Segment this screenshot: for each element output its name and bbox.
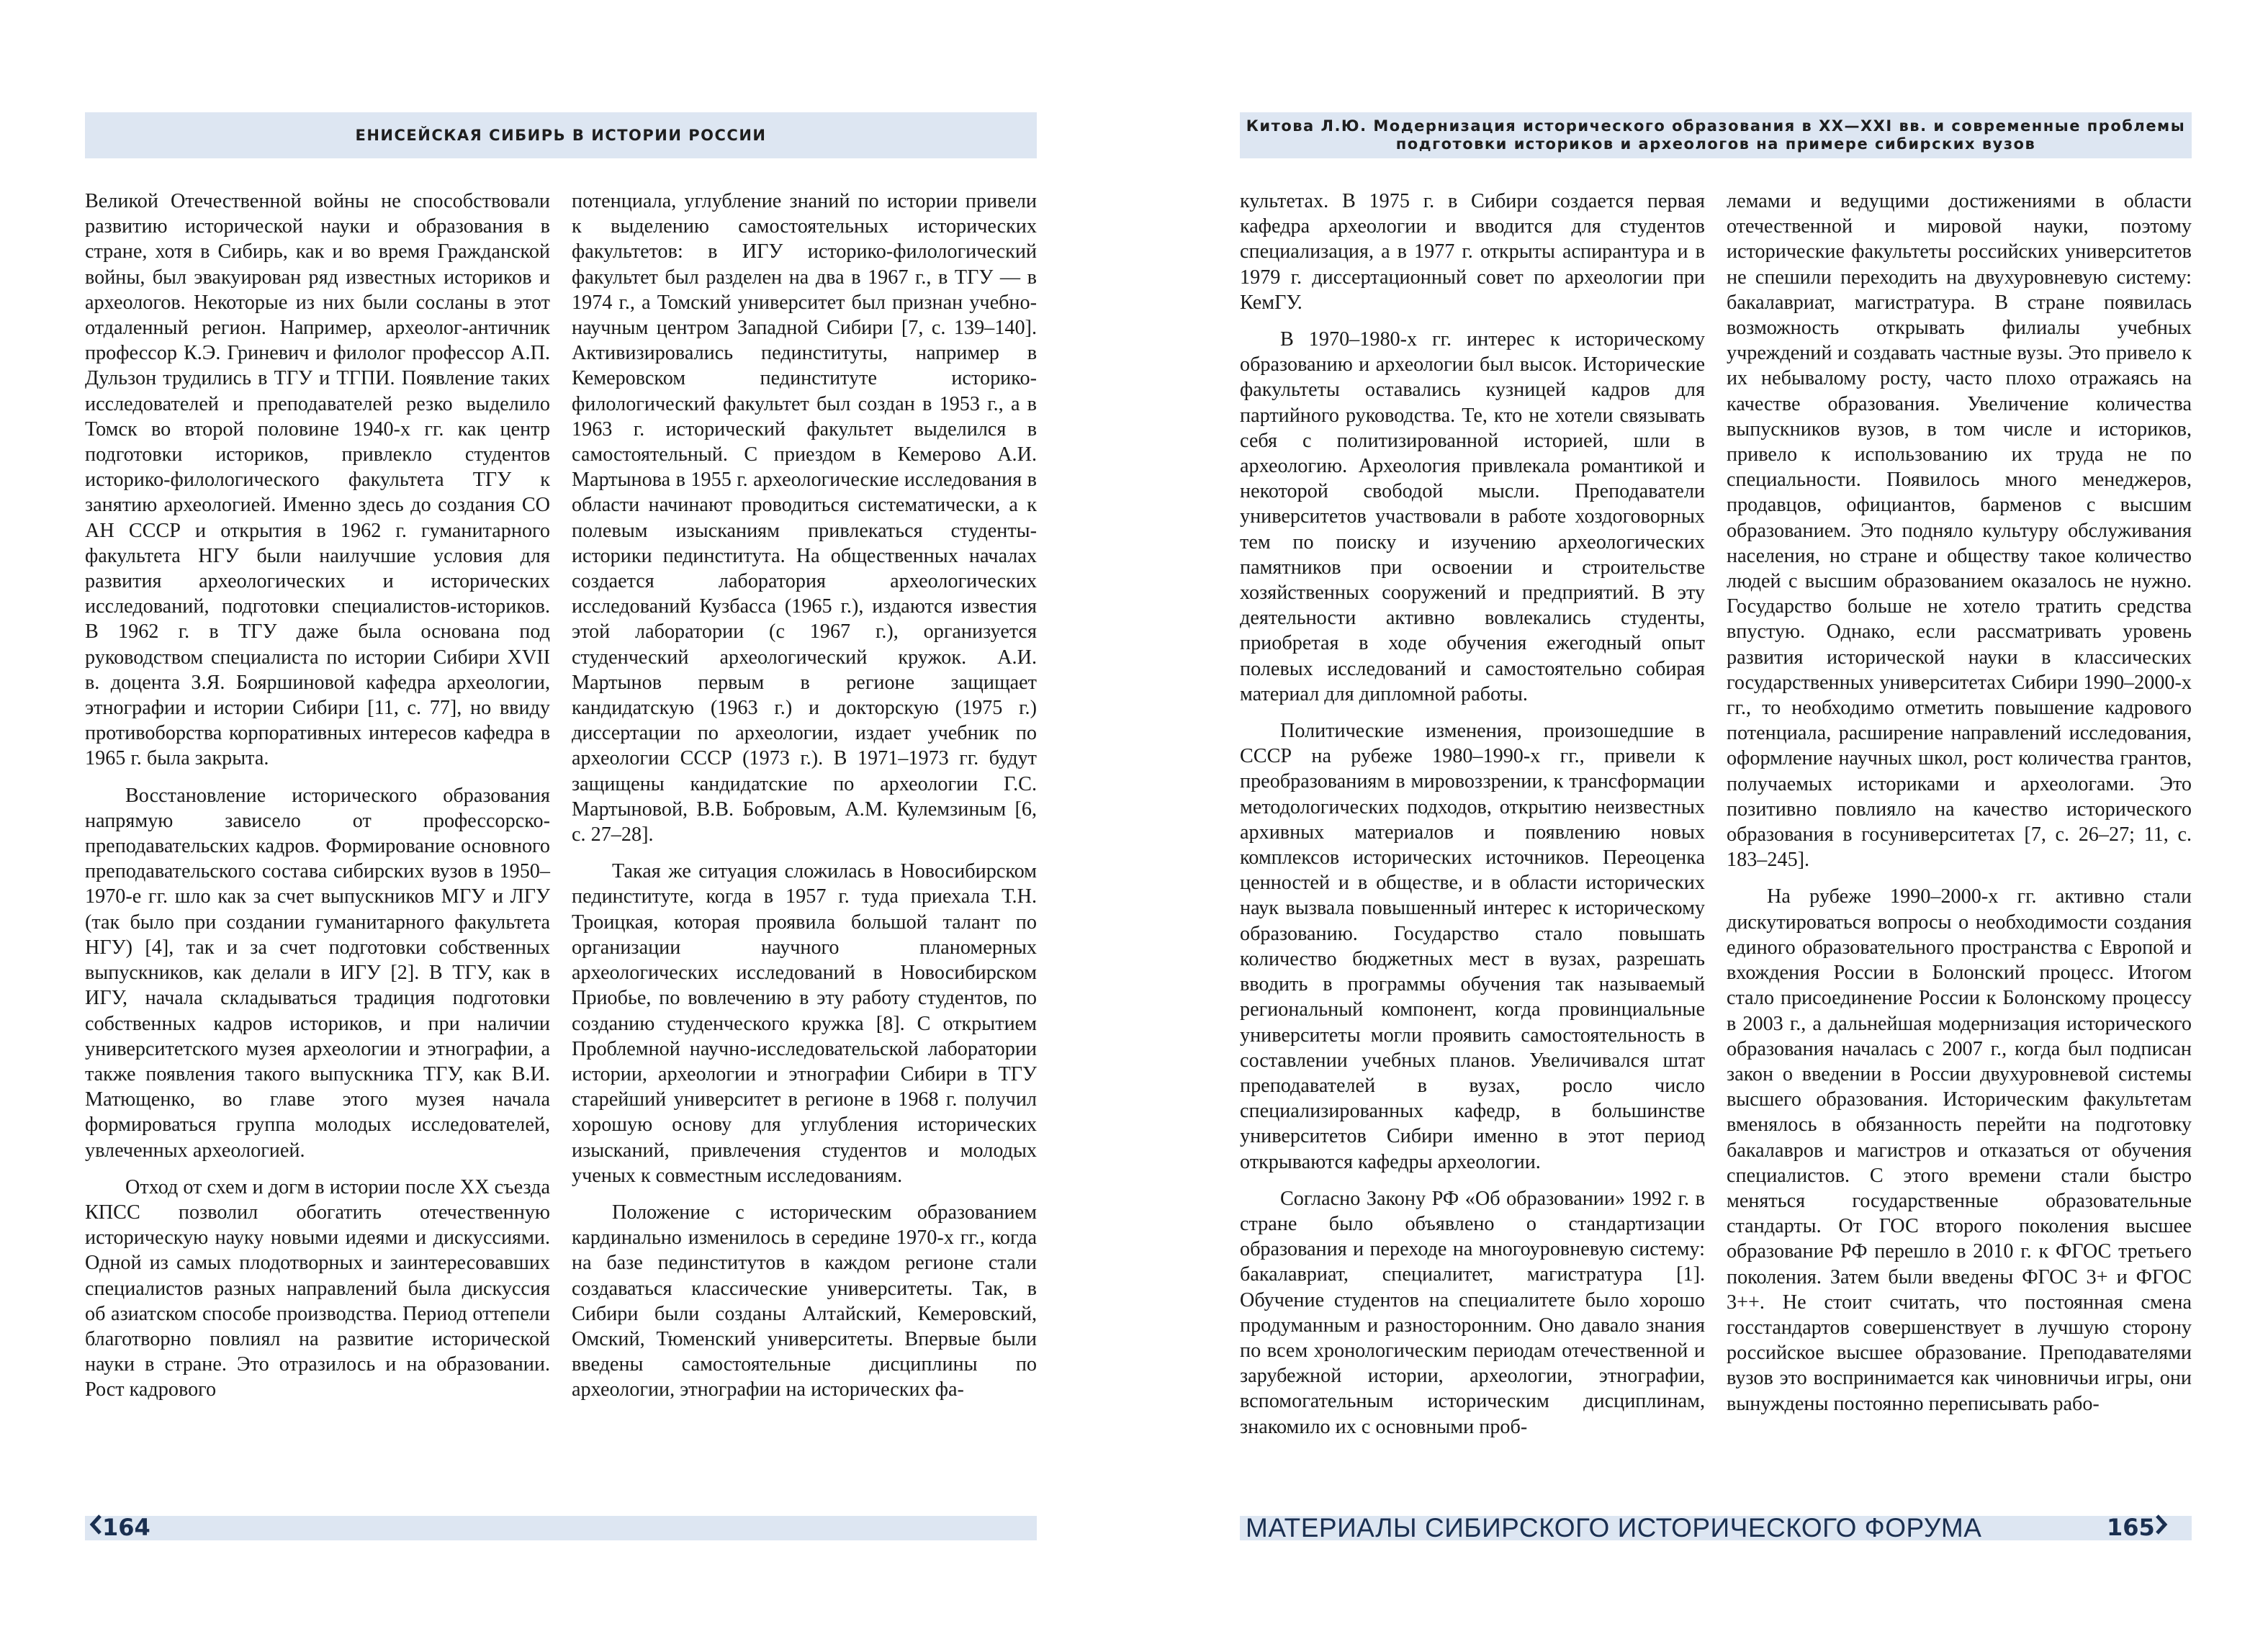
footer-band-left [85,1516,1037,1540]
paragraph: На рубеже 1990–2000-х гг. активно стали дискутироваться вопросы о необходимости создания единого образовательного пространства с Европой и вхождения России в Болонский процесс. Итогом стало присоединение России к Болонскому процессу в 2003 г., а дальнейшая модернизация исторического образования началась с 2007 г., когда был подписан закон о введении в России двухуровневой системы высшего образования. Историческим факультетам вменялось в обязанность перейти на подготовку бакалавров и магистров и отказаться от обучения специалистов. С этого времени стали быстро меняться государственные образовательные стандарты. От ГОС второго поколения высшее образование РФ перешло в 2010 г. к ФГОС третьего поколения. Затем были введены ФГОС 3+ и ФГОС 3++. Не стоит считать, что постоянная смена госстандартов совершенствует в лучшую сторону российское высшее образование. Преподавателями вузов это воспринимается как чиновничьи игры, они вынуждены постоянно переписывать рабо- [1727,885,2192,1415]
paragraph: Отход от схем и догм в истории после XX съезда КПСС позволил обогатить отечественную историческую науку новыми идеями и дискуссиями. Одной из самых плодотворных и заинтересовавших специалистов разных направлений была дискуссия об азиатском способе производства. Период оттепели благотворно повлиял на развитие исторической науки в стране. Это отразилось и на образовании. Рост кадрового [85,1175,550,1401]
running-header-right [1240,112,2192,158]
text-column-4 [1727,189,2192,1417]
paragraph: Восстановление исторического образования напрямую зависело от профессорско-преподавательских кадров. Формирование основного преподавательского состава сибирских вузов в 1950–1970-е гг. шло как за счет выпускников МГУ и ЛГУ (так было при создании гуманитарного факультета НГУ) [4], так и за счет подготовки собственных выпускников, как делали в ИГУ [2]. В ТГУ, как в ИГУ, начала складываться традиция подготовки собственных кадров историков, и при наличии университетского музея археологии и этнографии, а также появления такого выпускника ТГУ, как В.И. Матющенко, во главе этого музея начала формироваться группа молодых исследователей, увлеченных археологией. [85,784,550,1162]
page-number-left [89,1513,150,1542]
journal-title: МАТЕРИАЛЫ СИБИРСКОГО ИСТОРИЧЕСКОГО ФОРУМА [1246,1513,1982,1543]
paragraph: Согласно Закону РФ «Об образовании» 1992 г. в стране было объявлено о стандартизации образования и переходе на многоуровневую систему: бакалавриат, специалитет, магистратура [1]. Обучение студентов на специалитете было хорошо продуманным и разносторонним. Оно давало знания по всем хронологическим периодам отечественной и зарубежной истории, археологии, этнографии, вспомогательным историческим дисциплинам, знакомило их с основными проб- [1240,1187,1705,1438]
text-column-3 [1240,189,1705,1440]
paragraph: Положение с историческим образованием кардинально изменилось в середине 1970-х гг., когда на базе пединститутов в каждом регионе стали создаваться классические университеты. Так, в Сибири были созданы Алтайский, Кемеровский, Омский, Тюменский университеты. Впервые были введены самостоятельные дисциплины по археологии, этнографии на исторических фа- [572,1201,1037,1401]
running-header-left-text: ЕНИСЕЙСКАЯ СИБИРЬ В ИСТОРИИ РОССИИ [355,126,767,144]
page-number-left-text: 164 [102,1514,150,1541]
text-column-2 [572,189,1037,1403]
chevron-left-icon [89,1513,102,1542]
paragraph: Великой Отечественной войны не способствовали развитию исторической науки и образования в стране, хотя в Сибирь, как и во время Гражданской войны, был эвакуирован ряд известных историков и археологов. Некоторые из них были сосланы в этот отдаленный регион. Например, археолог-античник профессор К.Э. Гриневич и филолог профессор А.П. Дульзон трудились в ТГУ и ТГПИ. Появление таких исследователей и преподавателей резко выделило Томск во второй половине 1940-х гг. как центр подготовки историков, привлекло студентов историко-филологического факультета ТГУ к занятию археологией. Именно здесь до создания СО АН СССР и открытия в 1962 г. гуманитарного факультета НГУ были наилучшие условия для развития археологических и исторических исследований, подготовки специалистов-историков. В 1962 г. в ТГУ даже была основана под руководством специалиста по истории Сибири XVII в. доцента З.Я. Бояршиновой кафедра археологии, этнографии и истории Сибири [11, с. 77], но ввиду противоборства корпоративных интересов кафедра в 1965 г. была закрыта. [85,190,550,770]
paragraph: В 1970–1980-х гг. интерес к историческому образованию и археологии был высок. Исторические факультеты оставались кузницей кадров для партийного руководства. Те, кто не хотели связывать себя с политизированной историей, шли в археологию. Археология привлекала романтикой и некоторой свободой мысли. Преподаватели университетов участвовали в работе хоздоговорных тем по поиску и изучению археологических памятников при освоении и строительстве хозяйственных сооружений и предприятий. В эту деятельности активно вовлекались студенты, приобретая в ходе обучения ежегодный опыт полевых исследований и самостоятельно собирая материал для дипломной работы. [1240,328,1705,705]
paragraph: Такая же ситуация сложилась в Новосибирском пединституте, когда в 1957 г. туда приехала Т.Н. Троицкая, которая проявила большой талант по организации научного планомерных археологических исследований в Новосибирском Приобье, по вовлечению в эту работу студентов, по созданию студенческого кружка [8]. С открытием Проблемной научно-исследовательской лаборатории истории, археологии и этнографии Сибири в ТГУ старейший университет в регионе в 1968 г. получил хорошую основу для углубления исторических изысканий, привлечения студентов и молодых ученых к совместным исследованиям. [572,860,1037,1187]
chevron-right-icon [2155,1513,2168,1542]
text-column-1 [85,189,550,1403]
paragraph: потенциала, углубление знаний по истории привели к выделению самостоятельных исторических факультетов: в ИГУ историко-филологический факультет был разделен на два в 1967 г., в ТГУ — в 1974 г., а Томский университет был признан учебно-научным центром Западной Сибири [7, с. 139–140]. Активизировались пединституты, например в Кемеровском пединституте историко-филологический факультет был создан в 1953 г., а в 1963 г. исторический факультет выделился в самостоятельный. С приездом в Кемерово А.И. Мартынова в 1955 г. археологические исследования в области начинают проводиться систематически, а к полевым изысканиям привлекаться студенты-историки пединститута. На общественных началах создается лаборатория археологических исследований Кузбасса (1965 г.), издаются известия этой лаборатории (с 1967 г.), организуется студенческий археологический кружок. А.И. Мартынов первым в регионе защищает кандидатскую (1963 г.) и докторскую (1975 г.) диссертации по археологии, издает учебник по археологии СССР (1973 г.). В 1971–1973 гг. будут защищены кандидатские по археологии Г.С. Мартыновой, В.В. Бобровым, А.М. Кулемзиным [6, с. 27–28]. [572,190,1037,846]
page-number-right-text: 165 [2107,1514,2155,1541]
paragraph: лемами и ведущими достижениями в области отечественной и мировой науки, поэтому исторические факультеты российских университетов не спешили переходить на двухуровневую систему: бакалавриат, магистратура. В стране появилась возможность открывать филиалы учебных учреждений и создавать частные вузы. Это привело к их небывалому росту, часто плохо отражаясь на качестве образования. Увеличение количества выпускников вузов, в том числе и историков, привело к использованию их труда не по специальности. Появилось много менеджеров, продавцов, официантов, барменов с высшим образованием. Это подняло культуру обслуживания населения, но стране и обществу такое количество людей с высшим образованием оказалось не нужно. Государство больше не хотело тратить средства впустую. Однако, если рассматривать уровень развития исторической науки в классических государственных университетах Сибири 1990–2000-х гг., то необходимо отметить повышение кадрового потенциала, расширение направлений исследования, оформление научных школ, рост количества грантов, получаемых историками и археологами. Это позитивно повлияло на качество исторического образования в госуниверситетах [7, с. 26–27; 11, с. 183–245]. [1727,190,2192,872]
running-header-right-line2: подготовки историков и археологов на примере сибирских вузов [1395,135,2036,153]
page-number-right [2107,1513,2168,1542]
paragraph: Политические изменения, произошедшие в СССР на рубеже 1980–1990-х гг., привели к преобразованиям в мировоззрении, к трансформации методологических подходов, открытию неизвестных архивных материалов и появлению новых комплексов исторических источников. Переоценка ценностей и в обществе, и в области исторических наук вызвала повышенный интерес к историческому образованию. Государство стало повышать количество бюджетных мест в вузах, разрешать вводить в программы обучения так называемый региональный компонент, когда провинциальные университеты могли проявить самостоятельность в составлении учебных планов. Увеличивался штат преподавателей в вузах, росло число специализированных кафедр, в большинстве университетов Сибири именно в этот период открываются кафедры археологии. [1240,720,1705,1173]
running-header-right-line1: Китова Л.Ю. Модернизация исторического образования в XX—XXI вв. и современные проблемы [1246,117,2186,135]
running-header-left [85,112,1037,158]
paragraph: культетах. В 1975 г. в Сибири создается первая кафедра археологии и вводится для студентов специализация, а в 1977 г. открыты аспирантура и в 1979 г. диссертационный совет по археологии при КемГУ. [1240,190,1705,314]
